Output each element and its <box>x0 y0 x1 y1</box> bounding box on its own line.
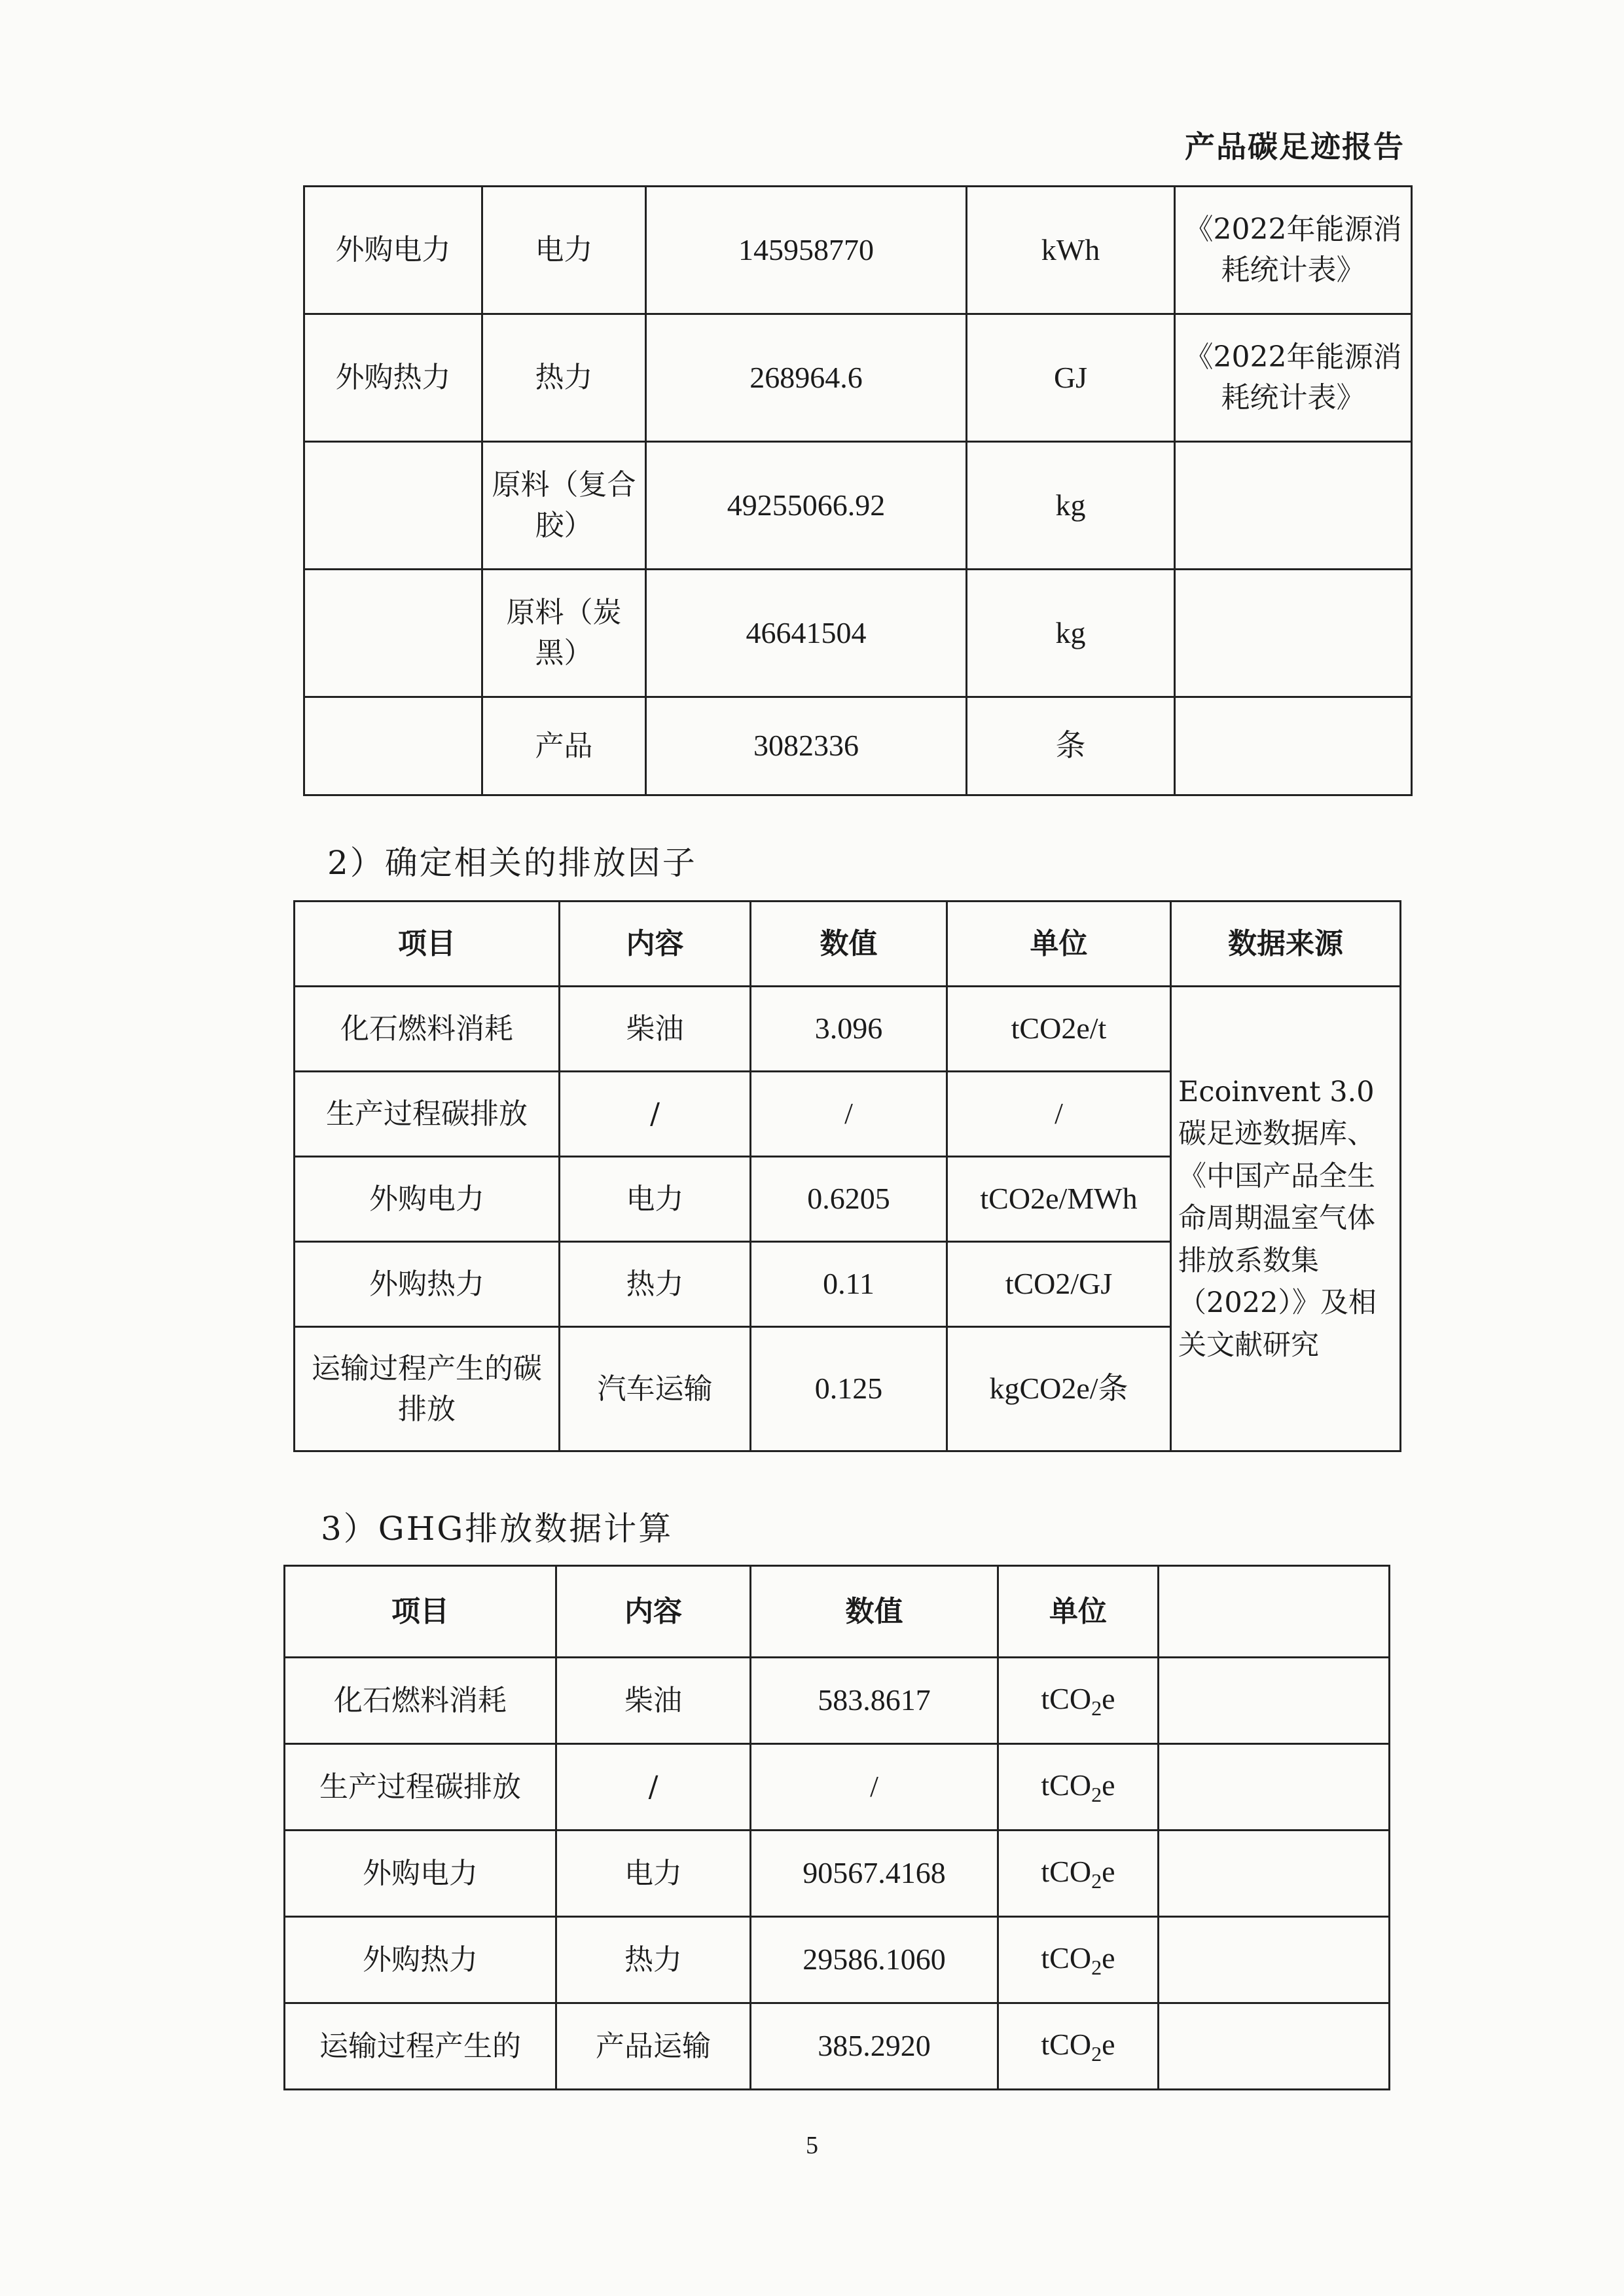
unit-base: tCO <box>1041 1681 1092 1715</box>
unit-subscript: 2 <box>1091 1956 1102 1980</box>
unit-subscript: 2 <box>1091 1696 1102 1721</box>
content-cell: 热力 <box>556 1917 751 2003</box>
source-cell: 《2022年能源消耗统计表》 <box>1175 187 1412 314</box>
table-row <box>304 570 1412 697</box>
unit-cell: kg <box>967 570 1175 697</box>
value-cell: 0.6205 <box>751 1157 947 1242</box>
item-cell <box>304 697 482 795</box>
content-cell: 柴油 <box>556 1658 751 1744</box>
unit-cell: kWh <box>967 187 1175 314</box>
value-cell: 385.2920 <box>751 2003 998 2090</box>
unit-subscript: 2 <box>1091 1783 1102 1807</box>
unit-tail: e <box>1102 1854 1115 1888</box>
item-cell: 化石燃料消耗 <box>285 1658 556 1744</box>
table-row <box>295 987 1401 1072</box>
value-cell: 268964.6 <box>646 314 967 442</box>
value-cell: 29586.1060 <box>751 1917 998 2003</box>
value-cell: 0.125 <box>751 1327 947 1451</box>
content-cell: 电力 <box>556 1831 751 1917</box>
content-cell: / <box>560 1072 751 1157</box>
unit-tail: e <box>1102 2027 1115 2061</box>
section-2-title: 2）确定相关的排放因子 <box>327 844 697 882</box>
value-cell: / <box>751 1072 947 1157</box>
source-cell <box>1175 442 1412 570</box>
item-cell: 外购电力 <box>285 1831 556 1917</box>
unit-subscript: 2 <box>1091 1869 1102 1893</box>
unit-cell: GJ <box>967 314 1175 442</box>
empty-cell <box>1159 1658 1390 1744</box>
content-cell: 汽车运输 <box>560 1327 751 1451</box>
unit-cell <box>998 2003 1159 2090</box>
item-cell: 外购热力 <box>285 1917 556 2003</box>
report-header-title: 产品碳足迹报告 <box>1185 129 1405 164</box>
value-cell: 90567.4168 <box>751 1831 998 1917</box>
source-cell <box>1175 570 1412 697</box>
item-cell: 生产过程碳排放 <box>295 1072 560 1157</box>
content-cell: 热力 <box>560 1242 751 1327</box>
unit-base: tCO <box>1041 1768 1092 1802</box>
unit-cell: kgCO2e/条 <box>947 1327 1171 1451</box>
column-header: 数据来源 <box>1171 902 1401 987</box>
page-number: 5 <box>806 2132 818 2159</box>
item-cell: 生产过程碳排放 <box>285 1744 556 1831</box>
content-cell: 热力 <box>482 314 646 442</box>
source-cell: 《2022年能源消耗统计表》 <box>1175 314 1412 442</box>
emission-factor-table <box>293 900 1401 1452</box>
unit-base: tCO <box>1041 1854 1092 1888</box>
unit-tail: e <box>1102 1681 1115 1715</box>
unit-cell <box>998 1831 1159 1917</box>
unit-cell: kg <box>967 442 1175 570</box>
unit-base: tCO <box>1041 2027 1092 2061</box>
column-header: 数值 <box>751 1566 998 1658</box>
empty-cell <box>1159 1917 1390 2003</box>
content-cell: 电力 <box>560 1157 751 1242</box>
unit-cell <box>998 1744 1159 1831</box>
content-cell: 电力 <box>482 187 646 314</box>
value-cell: 145958770 <box>646 187 967 314</box>
value-cell: 49255066.92 <box>646 442 967 570</box>
item-cell: 外购电力 <box>295 1157 560 1242</box>
table-row <box>285 1658 1390 1744</box>
value-cell: 583.8617 <box>751 1658 998 1744</box>
value-cell: / <box>751 1744 998 1831</box>
column-header: 单位 <box>947 902 1171 987</box>
column-header: 内容 <box>556 1566 751 1658</box>
unit-base: tCO <box>1041 1941 1092 1975</box>
table-row <box>285 1744 1390 1831</box>
unit-cell: tCO2e/MWh <box>947 1157 1171 1242</box>
value-cell: 3.096 <box>751 987 947 1072</box>
empty-cell <box>1159 1744 1390 1831</box>
content-cell: 原料（复合胶） <box>482 442 646 570</box>
table-row <box>304 442 1412 570</box>
empty-cell <box>1159 1831 1390 1917</box>
item-cell: 外购热力 <box>295 1242 560 1327</box>
content-cell: 原料（炭黑） <box>482 570 646 697</box>
unit-cell: / <box>947 1072 1171 1157</box>
content-cell: 柴油 <box>560 987 751 1072</box>
content-cell: / <box>556 1744 751 1831</box>
table-row <box>304 314 1412 442</box>
unit-tail: e <box>1102 1768 1115 1802</box>
unit-tail: e <box>1102 1941 1115 1975</box>
content-cell: 产品 <box>482 697 646 795</box>
column-header <box>1159 1566 1390 1658</box>
unit-cell: tCO2/GJ <box>947 1242 1171 1327</box>
item-cell: 运输过程产生的 <box>285 2003 556 2090</box>
unit-subscript: 2 <box>1091 2042 1102 2066</box>
column-header: 数值 <box>751 902 947 987</box>
unit-cell: 条 <box>967 697 1175 795</box>
ghg-calculation-table <box>283 1565 1390 2090</box>
column-header: 内容 <box>560 902 751 987</box>
item-cell <box>304 570 482 697</box>
unit-cell <box>998 1917 1159 2003</box>
column-header: 项目 <box>285 1566 556 1658</box>
item-cell <box>304 442 482 570</box>
value-cell: 3082336 <box>646 697 967 795</box>
table-row <box>304 187 1412 314</box>
item-cell: 外购电力 <box>304 187 482 314</box>
section-3-title: 3）GHG排放数据计算 <box>321 1510 674 1548</box>
unit-cell <box>998 1658 1159 1744</box>
source-cell <box>1175 697 1412 795</box>
item-cell: 化石燃料消耗 <box>295 987 560 1072</box>
value-cell: 0.11 <box>751 1242 947 1327</box>
table-row <box>304 697 1412 795</box>
content-cell: 产品运输 <box>556 2003 751 2090</box>
unit-cell: tCO2e/t <box>947 987 1171 1072</box>
activity-data-table <box>303 185 1413 796</box>
item-cell: 运输过程产生的碳排放 <box>295 1327 560 1451</box>
empty-cell <box>1159 2003 1390 2090</box>
item-cell: 外购热力 <box>304 314 482 442</box>
table-row <box>285 1831 1390 1917</box>
column-header: 项目 <box>295 902 560 987</box>
column-header: 单位 <box>998 1566 1159 1658</box>
value-cell: 46641504 <box>646 570 967 697</box>
table-row <box>285 1917 1390 2003</box>
data-source-cell: Ecoinvent 3.0 碳足迹数据库、《中国产品全生命周期温室气体排放系数集（2022）》及相关文献研究 <box>1171 987 1401 1451</box>
table-row <box>285 2003 1390 2090</box>
